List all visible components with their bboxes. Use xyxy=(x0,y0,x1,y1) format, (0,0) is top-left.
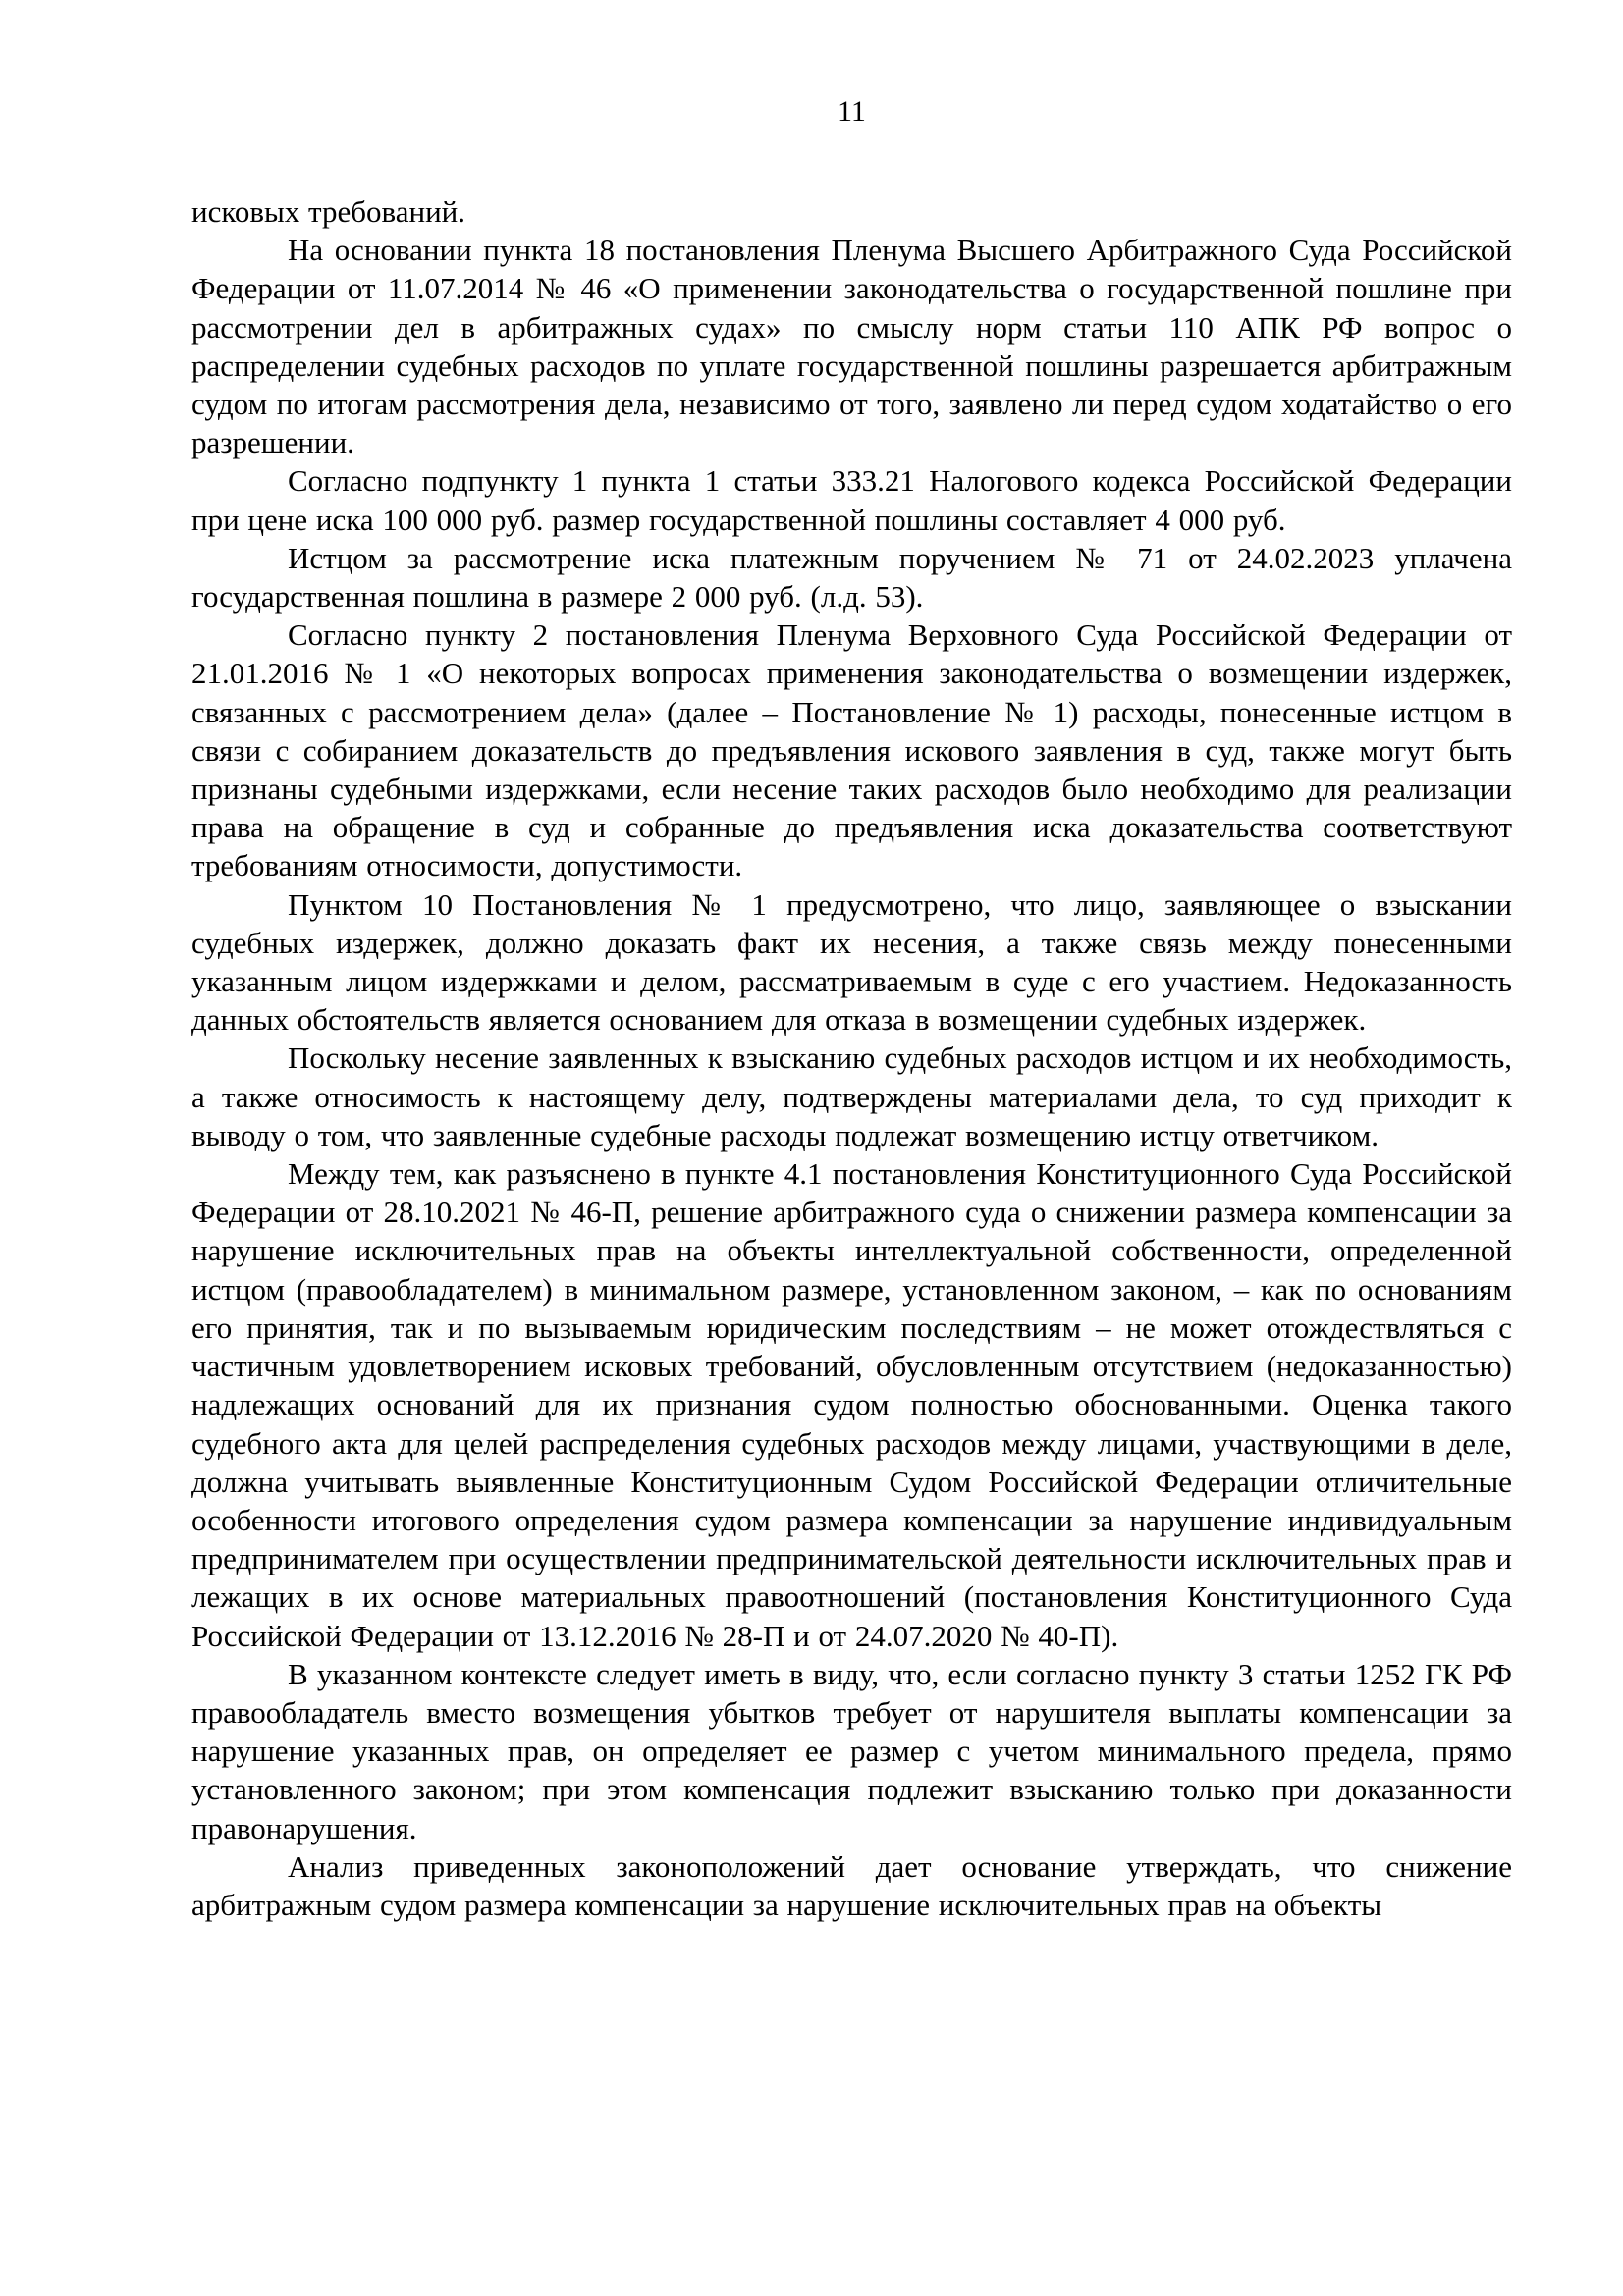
paragraph: Согласно подпункту 1 пункта 1 статьи 333.21 Налогового кодекса Российской Федерации при цене иска 100 000 руб. размер государственной пошлины составляет 4 000 руб. xyxy=(191,463,1512,537)
paragraph: Поскольку несение заявленных к взысканию судебных расходов истцом и их необходимость, а также относимость к настоящему делу, подтверждены материалами дела, то суд приходит к выводу о том, что заявленные судебные расходы подлежат возмещению истцу ответчиком. xyxy=(191,1041,1512,1152)
paragraph: Согласно пункту 2 постановления Пленума Верховного Суда Российской Федерации от 21.01.2016 № 1 «О некоторых вопросах применения законодательства о возмещении издержек, связанных с рассмотрением дела» (далее – Постановление № 1) расходы, понесенные истцом в связи с собиранием доказательств до предъявления искового заявления в суд, также могут быть признаны судебными издержками, если несение таких расходов было необходимо для реализации права на обращение в суд и собранные до предъявления иска доказательства соответствуют требованиям относимости, допустимости. xyxy=(191,617,1512,883)
paragraph: Анализ приведенных законоположений дает основание утверждать, что снижение арбитражным судом размера компенсации за нарушение исключительных прав на объекты xyxy=(191,1848,1512,1922)
paragraph: Между тем, как разъяснено в пункте 4.1 постановления Конституционного Суда Российской Федерации от 28.10.2021 № 46-П, решение арбитражного суда о снижении размера компенсации за нарушение исключительных прав на объекты интеллектуальной собственности, определенной истцом (правообладателем) в минимальном размере, установленном законом, – как по основаниям его принятия, так и по вызываемым юридическим последствиям – не может отождествляться с частичным удовлетворением исковых требований, обусловленным отсутствием (недоказанностью) надлежащих оснований для их признания судом полностью обоснованными. Оценка такого судебного акта для целей распределения судебных расходов между лицами, участвующими в деле, должна учитывать выявленные Конституционным Судом Российской Федерации отличительные особенности итогового определения судом размера компенсации за нарушение индивидуальным предпринимателем при осуществлении предпринимательской деятельности исключительных прав и лежащих в их основе материальных правоотношений (постановления Конституционного Суда Российской Федерации от 13.12.2016 № 28-П и от 24.07.2020 № 40-П). xyxy=(191,1156,1512,1653)
document-body xyxy=(191,192,1512,1924)
paragraph: В указанном контексте следует иметь в виду, что, если согласно пункту 3 статьи 1252 ГК РФ правообладатель вместо возмещения убытков требует от нарушителя выплаты компенсации за нарушение указанных прав, он определяет ее размер с учетом минимального предела, прямо установленного законом; при этом компенсация подлежит взысканию только при доказанности правонарушения. xyxy=(191,1656,1512,1845)
paragraph: Истцом за рассмотрение иска платежным поручением № 71 от 24.02.2023 уплачена государственная пошлина в размере 2 000 руб. (л.д. 53). xyxy=(191,540,1512,614)
paragraph: На основании пункта 18 постановления Пленума Высшего Арбитражного Суда Российской Федерации от 11.07.2014 № 46 «О применении законодательства о государственной пошлине при рассмотрении дел в арбитражных судах» по смыслу норм статьи 110 АПК РФ вопрос о распределении судебных расходов по уплате государственной пошлины разрешается арбитражным судом по итогам рассмотрения дела, независимо от того, заявлено ли перед судом ходатайство о его разрешении. xyxy=(191,233,1512,460)
paragraph: Пунктом 10 Постановления № 1 предусмотрено, что лицо, заявляющее о взыскании судебных издержек, должно доказать факт их несения, а также связь между понесенными указанным лицом издержками и делом, рассматриваемым в суде с его участием. Недоказанность данных обстоятельств является основанием для отказа в возмещении судебных издержек. xyxy=(191,886,1512,1038)
page-number: 11 xyxy=(838,95,866,128)
paragraph-continuation: исковых требований. xyxy=(191,194,466,229)
